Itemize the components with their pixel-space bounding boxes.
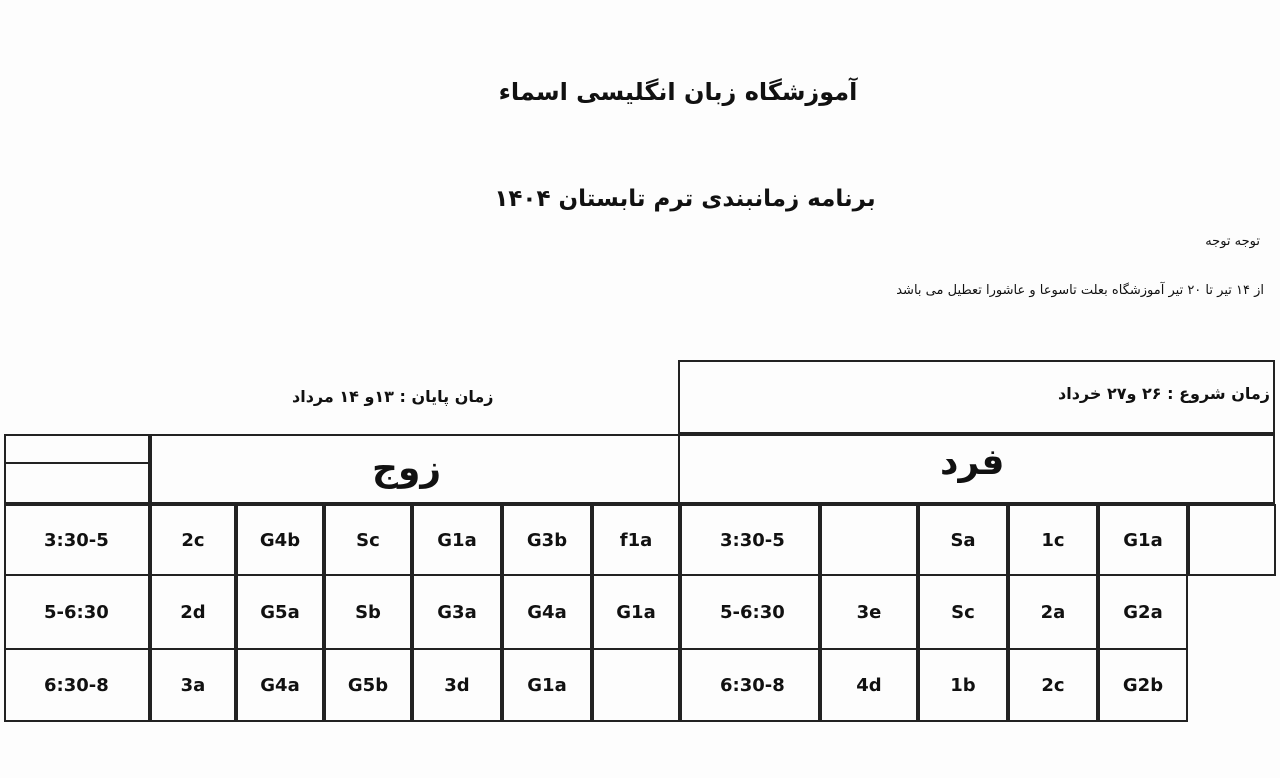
- page-subtitle: برنامه زمانبندی ترم تابستان ۱۴۰۴: [494, 186, 876, 212]
- odd-time-cell: 5-6:30: [680, 574, 820, 650]
- even-class-cell: Sb: [324, 574, 412, 650]
- odd-class-cell: [1188, 504, 1276, 576]
- even-class-cell: 2d: [150, 574, 236, 650]
- page-title: آموزشگاه زبان انگلیسی اسماء: [498, 78, 858, 106]
- even-class-cell: G1a: [412, 504, 502, 576]
- odd-class-cell: 1c: [1008, 504, 1098, 576]
- odd-class-cell: 3e: [820, 574, 918, 650]
- odd-class-cell: 4d: [820, 648, 918, 722]
- odd-class-cell: G1a: [1098, 504, 1188, 576]
- even-time-cell: 3:30-5: [4, 504, 150, 576]
- odd-days-label: فرد: [940, 442, 1005, 483]
- even-time-cell: 6:30-8: [4, 648, 150, 722]
- even-class-cell: G1a: [502, 648, 592, 722]
- even-class-cell: G4a: [502, 574, 592, 650]
- odd-class-cell: [820, 504, 918, 576]
- odd-time-cell: 3:30-5: [680, 504, 820, 576]
- start-date-text: زمان شروع : ۲۶ و۲۷ خرداد: [1058, 384, 1270, 403]
- even-class-cell: G3b: [502, 504, 592, 576]
- even-class-cell: 3a: [150, 648, 236, 722]
- even-class-cell: G5a: [236, 574, 324, 650]
- even-class-cell: G3a: [412, 574, 502, 650]
- note-text: از ۱۴ تیر تا ۲۰ تیر آموزشگاه بعلت تاسوعا و عاشورا تعطیل می باشد: [896, 283, 1264, 298]
- odd-class-cell: 1b: [918, 648, 1008, 722]
- even-days-label: زوج: [372, 448, 442, 489]
- odd-class-cell: Sa: [918, 504, 1008, 576]
- even-class-cell: G4b: [236, 504, 324, 576]
- even-class-cell: [592, 648, 680, 722]
- odd-class-cell: 2a: [1008, 574, 1098, 650]
- even-class-cell: 3d: [412, 648, 502, 722]
- even-time-cell: 5-6:30: [4, 574, 150, 650]
- odd-class-cell: G2a: [1098, 574, 1188, 650]
- even-class-cell: Sc: [324, 504, 412, 576]
- even-class-cell: 2c: [150, 504, 236, 576]
- end-date-text: زمان پایان : ۱۳و ۱۴ مرداد: [292, 387, 494, 406]
- odd-class-cell: Sc: [918, 574, 1008, 650]
- odd-time-cell: 6:30-8: [680, 648, 820, 722]
- note-label: توجه توجه: [1205, 234, 1260, 249]
- even-class-cell: G1a: [592, 574, 680, 650]
- even-class-cell: G5b: [324, 648, 412, 722]
- corner-divider: [4, 462, 150, 464]
- even-class-cell: f1a: [592, 504, 680, 576]
- odd-class-cell: G2b: [1098, 648, 1188, 722]
- corner-header: [4, 434, 150, 504]
- odd-class-cell: 2c: [1008, 648, 1098, 722]
- even-class-cell: G4a: [236, 648, 324, 722]
